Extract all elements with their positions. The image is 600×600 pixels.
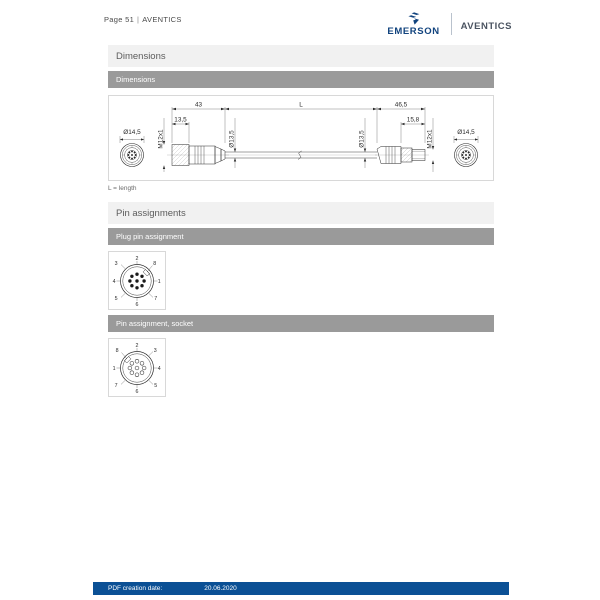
plug-pin-number-8: 8 [153,261,157,267]
label-dim-46-5: 46,5 [394,101,408,109]
cable-assembly-drawing [109,96,493,180]
label-left-face-diameter: Ø14,5 [123,129,141,136]
socket-contacts [128,359,146,376]
subsection-title-plug: Plug pin assignment [108,228,494,245]
brand-divider [451,13,452,35]
socket-pin-diagram [108,338,166,397]
cable [225,151,377,160]
plug-contacts [128,273,146,290]
section-title-pin-assignments: Pin assignments [108,202,494,224]
breadcrumb-page-label: Page 51 [104,15,135,24]
footer-label: PDF creation date: [108,585,163,592]
dimension-lines [163,107,434,172]
subsection-socket [108,315,494,332]
breadcrumb-separator: | [137,15,140,24]
plug-pin-number-2: 2 [135,256,139,263]
plug-pin-number-7: 7 [154,296,158,302]
page-header [0,0,600,42]
label-dim-43: 43 [194,101,203,109]
breadcrumb [104,15,182,24]
subsection-plug [108,228,494,245]
socket-pin-number-5: 5 [154,383,158,389]
section-pin-assignments [108,202,494,224]
label-dim-15-8: 15,8 [406,116,420,124]
plug-pin-number-1: 1 [157,279,161,285]
socket-pin-number-4: 4 [157,366,161,372]
socket-pin-number-3: 3 [153,348,157,354]
subsection-title-dimensions: Dimensions [108,71,494,88]
plug-pin-number-5: 5 [114,296,118,302]
socket-pin-graphic [109,339,165,396]
right-connector [375,147,429,164]
subsection-dimensions [108,71,494,88]
brand-logo [387,12,512,37]
socket-pin-number-2: 2 [135,343,139,350]
footer-bar [93,582,509,595]
subsection-title-socket: Pin assignment, socket [108,315,494,332]
plug-pin-graphic [109,252,165,309]
plug-pin-diagram [108,251,166,310]
left-face-view [120,136,144,167]
footer-value: 20.06.2020 [204,585,237,592]
socket-pin-number-7: 7 [114,383,118,389]
section-dimensions [108,45,494,67]
label-left-thread: M12x1 [157,129,165,149]
socket-pin-number-1: 1 [112,366,116,372]
dimension-drawing [108,95,494,181]
label-dim-13-5: 13,5 [174,116,187,124]
socket-pin-number-8: 8 [115,348,119,354]
drawing-note: L = length [108,185,137,192]
socket-pin-number-6: 6 [135,389,139,396]
breadcrumb-brand: AVENTICS [142,15,182,24]
plug-pin-number-3: 3 [114,261,118,267]
emerson-mark-icon [406,12,422,25]
aventics-wordmark: AVENTICS [460,21,512,33]
label-right-body-diameter: Ø13,5 [358,130,366,148]
plug-pin-number-6: 6 [135,302,139,309]
left-connector [167,145,229,166]
label-left-body-diameter: Ø13,5 [228,130,236,148]
right-face-view [454,136,478,167]
emerson-logo [387,12,439,37]
label-dim-length: L [299,101,303,109]
label-right-thread: M12x1 [426,129,434,149]
label-right-face-diameter: Ø14,5 [457,129,475,136]
emerson-wordmark: EMERSON [387,26,440,37]
section-title-dimensions: Dimensions [108,45,494,67]
plug-pin-number-4: 4 [112,279,116,285]
